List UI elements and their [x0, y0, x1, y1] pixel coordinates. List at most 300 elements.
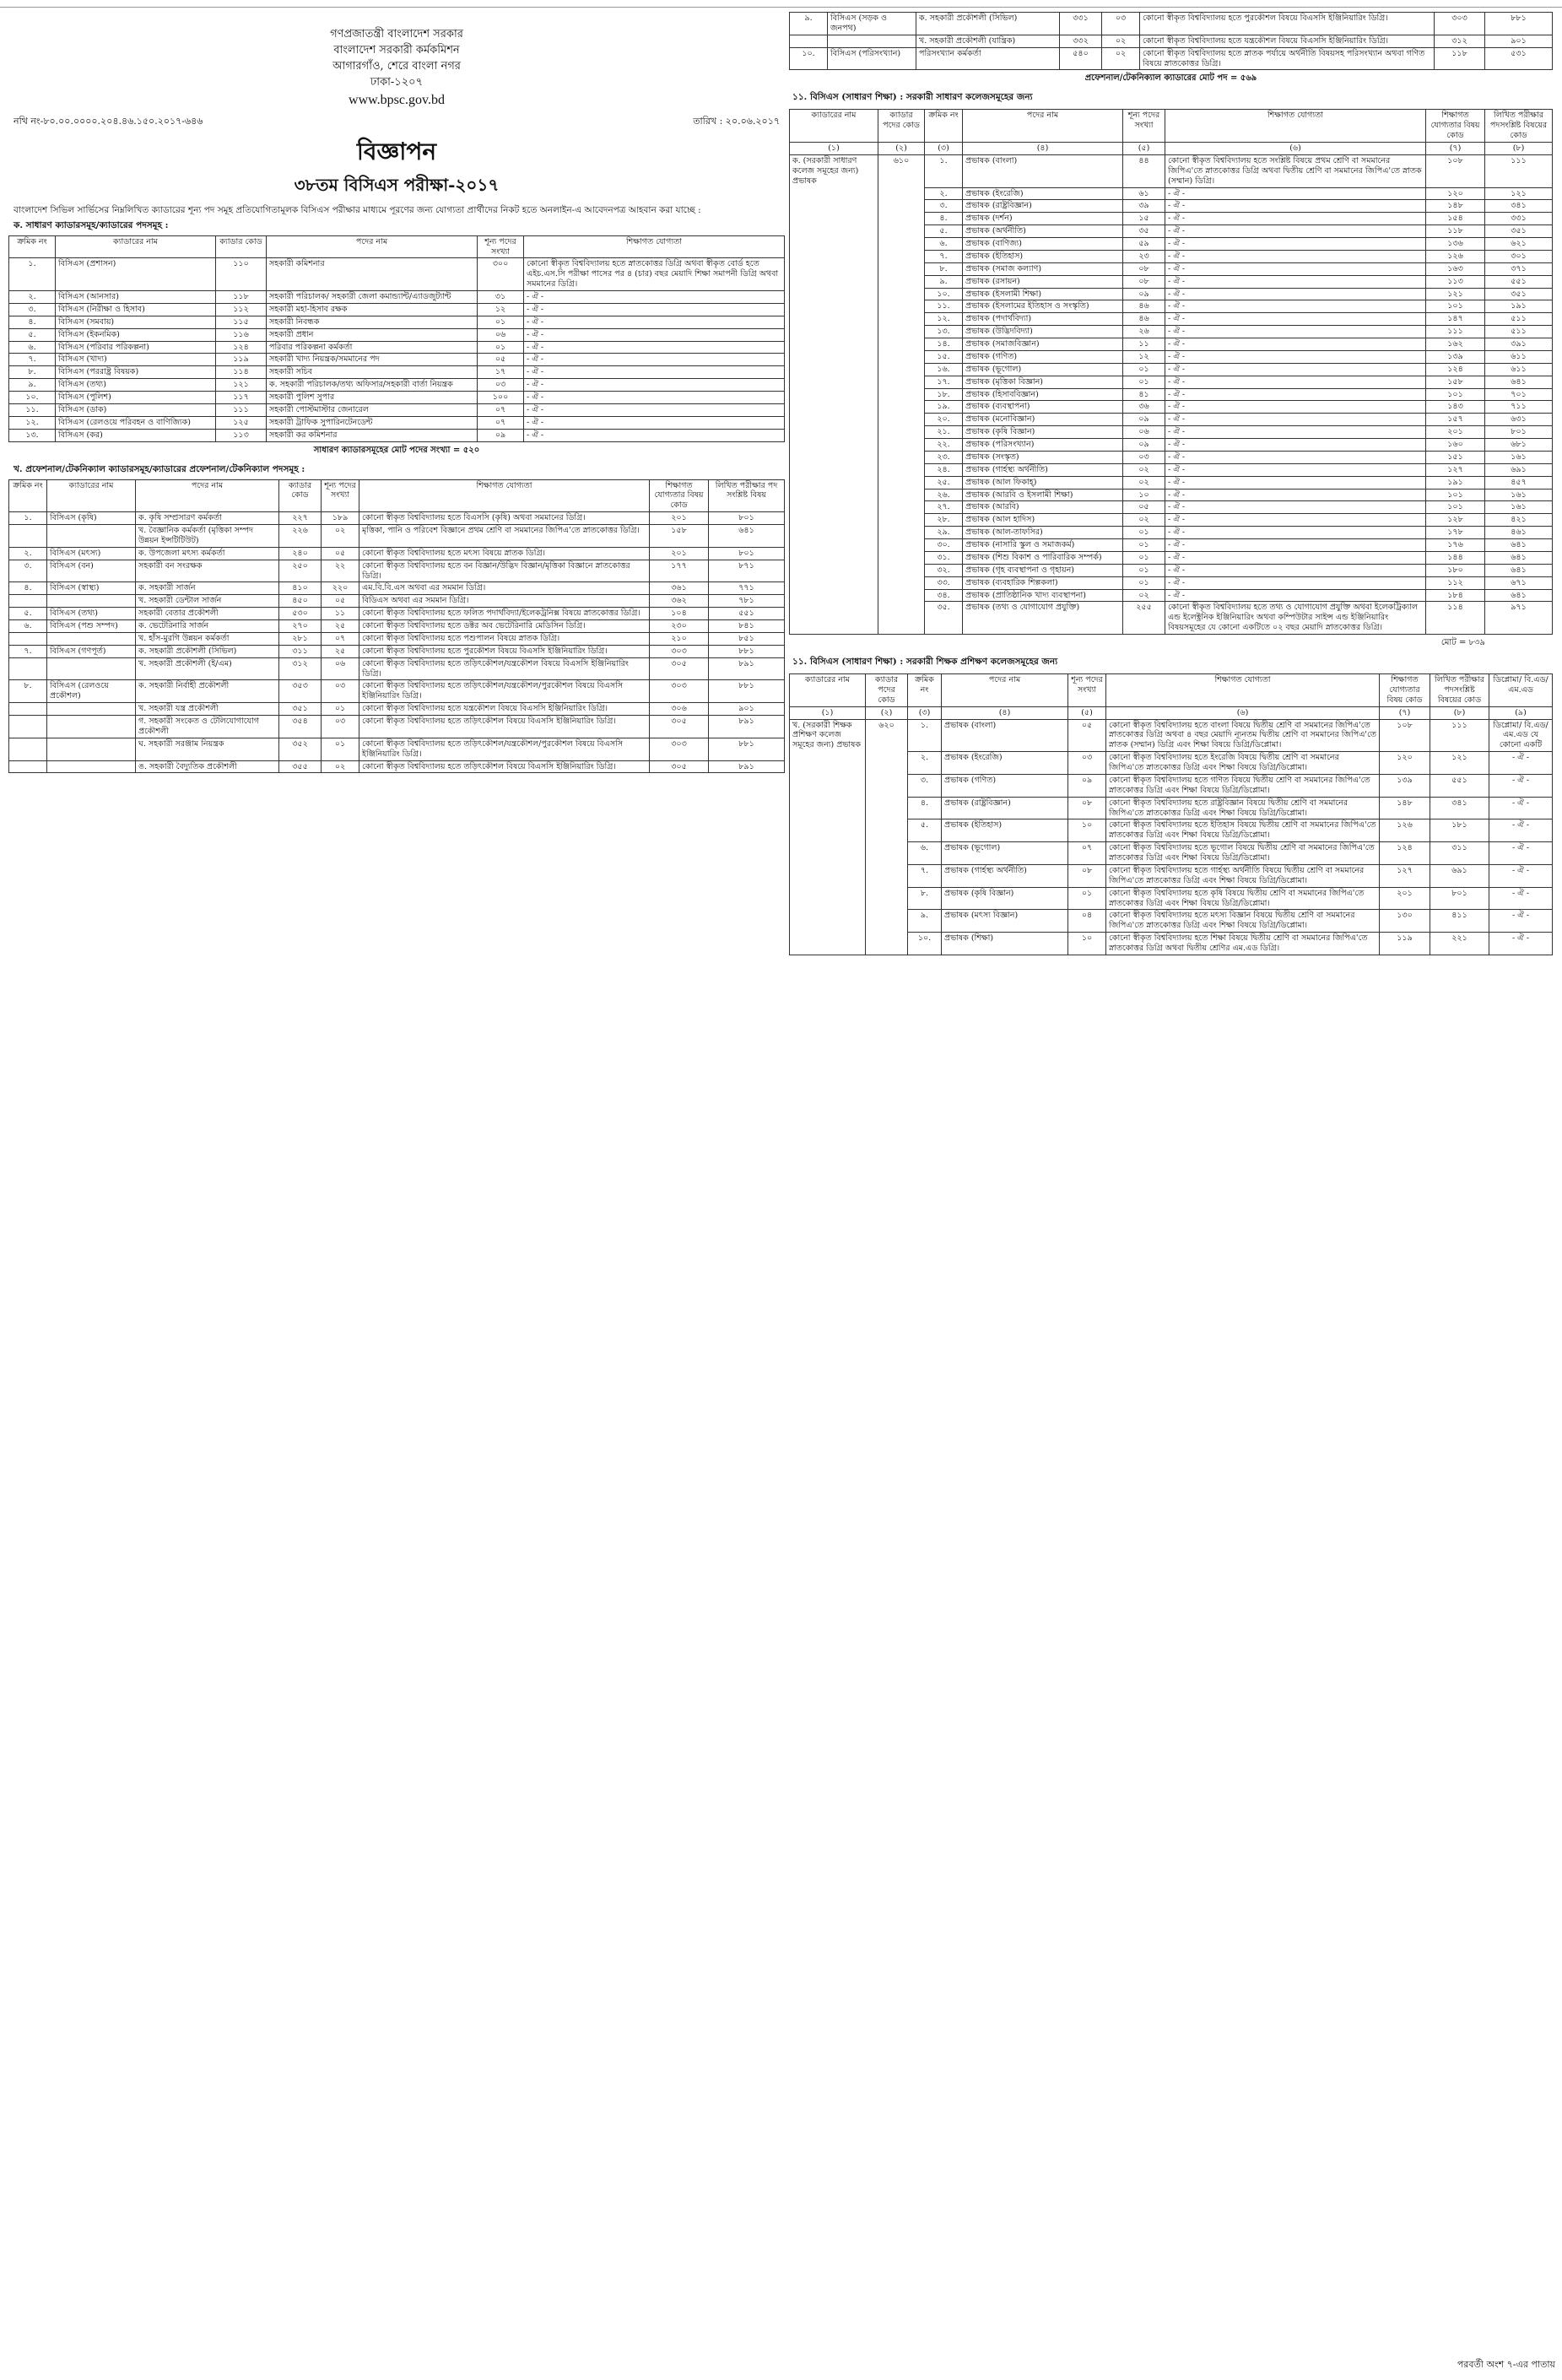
table-cell: ১৩৯	[1380, 774, 1430, 797]
table-cell: ২৫৫	[1123, 602, 1165, 635]
column-header: শিক্ষাগত যোগ্যতার বিষয় কোড	[650, 479, 709, 512]
table-cell: বিসিএস (বন)	[47, 560, 136, 582]
table-cell: - ঐ -	[1165, 551, 1426, 564]
table-cell: ১৪৪	[1426, 551, 1485, 564]
table-cell: ০১	[478, 341, 524, 354]
table-cell: ০৯	[1123, 288, 1165, 300]
table-cell	[9, 716, 47, 738]
column-header: (২)	[878, 143, 925, 155]
table-cell: ৮০১	[709, 512, 785, 525]
table-cell: - ঐ -	[1489, 933, 1553, 955]
table-cell: - ঐ -	[1165, 250, 1426, 262]
table-row	[9, 366, 785, 379]
table-cell: ১৭.	[925, 376, 963, 388]
city-line: ঢাকা-১২০৭	[370, 75, 424, 89]
table-cell: ৩৩১	[1060, 13, 1102, 35]
table-cell: ৮৭১	[709, 560, 785, 582]
table-cell: ০১	[1123, 576, 1165, 589]
table-cell: ৬৩১	[1485, 414, 1553, 426]
table-cell: ০৮	[1068, 864, 1106, 887]
memo-date: তারিখ : ২০.০৬.২০১৭	[693, 115, 780, 127]
table-row	[9, 547, 785, 560]
table-cell: বিসিএস (পররাষ্ট্র বিষয়ক)	[56, 366, 216, 379]
table-cell: ২২.	[925, 439, 963, 452]
table-cell: - ঐ -	[1165, 564, 1426, 576]
table-cell: ১০.	[790, 47, 828, 70]
table-cell: প্রভাষক (ব্যবহারিক শিল্পকলা)	[963, 576, 1123, 589]
table-cell: ৩১১	[279, 645, 322, 657]
table-row	[9, 582, 785, 595]
table-cell: ৩১২	[1435, 35, 1485, 47]
table-cell: বিসিএস (তথ্য)	[47, 608, 136, 620]
column-header: ক্রমিক নং	[9, 479, 47, 512]
table-cell: ১.	[925, 154, 963, 187]
column-header: ক্যাডার পদের কোড	[878, 110, 925, 143]
table-cell: ১৯১	[1426, 476, 1485, 489]
table-cell: ৩৪১	[1430, 797, 1489, 819]
table-cell: এম.বি.বি.এস অথবা এর সমমান ডিগ্রি।	[359, 582, 650, 595]
table-cell	[47, 632, 136, 645]
table-cell: ৩৫২	[279, 738, 322, 760]
table-cell: ২.	[9, 291, 56, 304]
table-cell: প্রভাষক (আরবি)	[963, 501, 1123, 514]
table-cell: সহকারী পোস্টমাস্টার জেনারেল	[267, 403, 478, 416]
table-cell: - ঐ -	[524, 403, 785, 416]
table-cell: ৬৯১	[1485, 463, 1553, 476]
table-cell: ১২৬	[1426, 250, 1485, 262]
table-cell: বিসিএস (মৎস্য)	[47, 547, 136, 560]
table-cell: ০১	[1123, 527, 1165, 539]
column-header: পদের নাম	[963, 110, 1123, 143]
table-cell: ০১	[1123, 564, 1165, 576]
table-cell: বিসিএস (প্রশাসন)	[56, 258, 216, 291]
table-cell: বিসিএস (সমবায়)	[56, 316, 216, 328]
table-cell: প্রভাষক (মৃত্তিকা বিজ্ঞান)	[963, 376, 1123, 388]
table-cell: কোনো স্বীকৃত বিশ্ববিদ্যালয় হতে মৎস্য বিজ্ঞান বিষয়ে দ্বিতীয় শ্রেণি বা সমমানের জিপিএ'তে স্নাতকোত্তর ডিগ্রি এবং শিক্ষা বিষয়ে ডিগ্রি/ডিপ্লোমা।	[1106, 910, 1380, 933]
table-cell: ১২১	[216, 379, 267, 392]
table-cell: - ঐ -	[1165, 313, 1426, 326]
govt-line: গণপ্রজাতন্ত্রী বাংলাদেশ সরকার	[330, 28, 463, 41]
table-cell: ০৪	[1068, 910, 1106, 933]
table-cell: ৯.	[790, 13, 828, 35]
table-cell: - ঐ -	[1165, 238, 1426, 251]
table-cell: ০১	[1123, 376, 1165, 388]
table-cell: ৩০৩	[650, 645, 709, 657]
table-cell: ৫১১	[1485, 313, 1553, 326]
table-cell: ৬৪১	[709, 525, 785, 548]
page-header	[8, 12, 785, 111]
table-cell: ১৭৭	[650, 560, 709, 582]
table-cell: ২৫.	[925, 476, 963, 489]
table-row	[790, 154, 1553, 187]
table-cell: ৩৩.	[925, 576, 963, 589]
table-cell: প্রভাষক (প্রাতিষ্ঠানিক খাদ্য ব্যবস্থাপনা)	[963, 589, 1123, 602]
table-cell: সহকারী নিবন্ধক	[267, 316, 478, 328]
table-cell: ৮৫১	[709, 632, 785, 645]
table-cell: ১৫	[1123, 213, 1165, 225]
table-cell: কোনো স্বীকৃত বিশ্ববিদ্যালয় হতে স্নাতকোত্তর ডিগ্রি অথবা স্বীকৃত বোর্ড হতে এইচ.এস.সি পরীক্ষা পাসের পর ৪ (চার) বছর মেয়াদি শিক্ষা সমাপনী ডিগ্রি অথবা সমমানের ডিগ্রি।	[524, 258, 785, 291]
general-cadre-table	[8, 235, 785, 442]
table-cell: ২২১	[1430, 933, 1489, 955]
table-cell: ৩৫.	[925, 602, 963, 635]
table-cell: ১৩.	[925, 326, 963, 338]
table-cell: প্রভাষক (গার্হস্থ্য অর্থনীতি)	[942, 864, 1068, 887]
table-header-row	[9, 479, 785, 512]
table-cell: - ঐ -	[524, 416, 785, 429]
table-cell: কোনো স্বীকৃত বিশ্ববিদ্যালয় হতে তড়িৎকৌশল বিষয়ে বিএসসি ইঞ্জিনিয়ারিং ডিগ্রি।	[359, 760, 650, 773]
tt-section-heading: ১১. বিসিএস (সাধারণ শিক্ষা) : সরকারী শিক্ষক প্রশিক্ষণ কলেজসমূহের জন্য	[792, 657, 1058, 667]
table-cell: ৩১.	[925, 551, 963, 564]
table-cell: ১৮৪	[1426, 589, 1485, 602]
table-cell: ৮৯১	[709, 760, 785, 773]
column-header: শূন্য পদের সংখ্যা	[1123, 110, 1165, 143]
table-cell: ১১৭	[216, 392, 267, 404]
table-cell: ১৪৭	[1426, 313, 1485, 326]
table-cell: ০১	[1123, 551, 1165, 564]
column-header: শূন্য পদের সংখ্যা	[478, 235, 524, 258]
table-cell: ৩৫১	[279, 703, 322, 716]
table-cell: ক. সহকারী নির্বাহী প্রকৌশলী	[136, 680, 279, 703]
table-cell: ৪.	[9, 316, 56, 328]
table-cell: ১৬৩	[1426, 262, 1485, 275]
table-cell: ১১৪	[216, 366, 267, 379]
cadre-code-cell: ৬২০	[866, 719, 908, 955]
table-cell: ১০	[1068, 933, 1106, 955]
table-cell: - ঐ -	[1165, 589, 1426, 602]
college-total: মোট = ৮৩৯	[1440, 638, 1485, 647]
table-cell: পরিসংখ্যান কর্মকর্তা	[916, 47, 1060, 70]
table-cell: ২৪.	[925, 463, 963, 476]
table-cell: ১৬০	[1426, 439, 1485, 452]
table-cell: বিসিএস (পুলিশ)	[56, 392, 216, 404]
table-cell: কোনো স্বীকৃত বিশ্ববিদ্যালয় হতে কৃষি বিষয়ে দ্বিতীয় শ্রেণি বা সমমানের জিপিএ'তে স্নাতকোত্তর ডিগ্রি এবং শিক্ষা বিষয়ে ডিগ্রি/ডিপ্লোমা।	[1106, 887, 1380, 910]
table-cell: ০৩	[322, 716, 359, 738]
table-cell: সহকারী কর কমিশনার	[267, 429, 478, 441]
professional-cadre-table-continued	[789, 12, 1553, 70]
table-cell: ৭.	[925, 250, 963, 262]
table-cell: ০৭	[322, 632, 359, 645]
table-cell: ৩০৩	[650, 738, 709, 760]
column-header: শিক্ষাগত যোগ্যতার বিষয় কোড	[1426, 110, 1485, 143]
table-cell: ৫৫১	[1485, 275, 1553, 288]
table-cell: ৬৪১	[1485, 564, 1553, 576]
table-cell: ০৯	[1068, 774, 1106, 797]
table-cell: ০৭	[1068, 842, 1106, 865]
column-header: পদের নাম	[267, 235, 478, 258]
table-cell: ৯৭১	[1485, 602, 1553, 635]
table-cell: ১২০	[1426, 187, 1485, 200]
table-cell: ৪৫০	[279, 595, 322, 608]
table-cell: ১১৯	[216, 354, 267, 366]
table-cell: ১১৫	[216, 316, 267, 328]
table-cell: ১৫৮	[1426, 376, 1485, 388]
table-cell: ৩.	[9, 303, 56, 316]
table-cell: ১.	[908, 719, 942, 752]
table-cell: ঙ. সহকারী বৈদ্যুতিক প্রকৌশলী	[136, 760, 279, 773]
table-cell: ০২	[322, 760, 359, 773]
table-row	[9, 760, 785, 773]
table-cell: ৩৫৪	[279, 716, 322, 738]
table-cell: বিসিএস (ডাক)	[56, 403, 216, 416]
table-row	[9, 258, 785, 291]
table-cell: ৬৪১	[1485, 539, 1553, 552]
table-cell: ১১৮	[1435, 47, 1485, 70]
table-cell: ৬৯১	[1430, 864, 1489, 887]
table-row	[9, 608, 785, 620]
table-cell: - ঐ -	[1165, 539, 1426, 552]
website-link[interactable]: www.bpsc.gov.bd	[349, 93, 445, 108]
general-total: সাধারণ ক্যাডারসমূহের মোট পদের সংখ্যা = ৫২০	[313, 445, 480, 455]
table-cell: ৩৪১	[1485, 200, 1553, 213]
table-cell: - ঐ -	[524, 366, 785, 379]
table-cell: ১৯১	[1485, 300, 1553, 313]
table-cell: ১৪.	[925, 338, 963, 351]
table-row	[790, 13, 1553, 35]
continued-note: পরবর্তী অংশ ৭-এর পাতায়	[1457, 2359, 1555, 2370]
right-column	[789, 12, 1553, 955]
table-cell: ১৩৬	[1426, 238, 1485, 251]
table-cell: ৩.	[925, 200, 963, 213]
table-cell: ২৩০	[650, 620, 709, 633]
table-cell: - ঐ -	[524, 316, 785, 328]
table-row	[9, 303, 785, 316]
table-cell: - ঐ -	[1165, 350, 1426, 363]
table-cell: ৩৯১	[1485, 338, 1553, 351]
table-cell: ৯০১	[1485, 35, 1553, 47]
table-cell: ২২৬	[279, 525, 322, 548]
table-cell: খ. বৈজ্ঞানিক কর্মকর্তা (মৃত্তিকা সম্পদ উন্নয়ন ইন্সটিটিউট)	[136, 525, 279, 548]
column-header: শিক্ষাগত যোগ্যতা	[1106, 674, 1380, 707]
table-cell: ৮০১	[709, 547, 785, 560]
table-cell: ২৮১	[279, 632, 322, 645]
column-header: (৬)	[1106, 706, 1380, 719]
table-cell: ৮৯১	[709, 657, 785, 680]
table-cell: প্রভাষক (মৎস্য বিজ্ঞান)	[942, 910, 1068, 933]
table-cell: ৩০৫	[650, 716, 709, 738]
table-row	[9, 291, 785, 304]
table-cell: ২৩.	[925, 451, 963, 463]
table-cell: - ঐ -	[1165, 225, 1426, 238]
table-cell: ৫৫১	[709, 608, 785, 620]
table-cell: গ. সহকারী সংকেত ও টেলিযোগাযোগ প্রকৌশলী	[136, 716, 279, 738]
table-cell: - ঐ -	[1489, 797, 1553, 819]
table-row	[9, 403, 785, 416]
table-cell: ১৭	[478, 366, 524, 379]
table-cell: ৫১১	[1485, 326, 1553, 338]
table-cell: কোনো স্বীকৃত বিশ্ববিদ্যালয় হতে যন্ত্রকৌশল বিষয়ে বিএসসি ইঞ্জিনিয়ারিং ডিগ্রি।	[1140, 35, 1435, 47]
table-cell: - ঐ -	[524, 341, 785, 354]
table-cell: ০৮	[1123, 262, 1165, 275]
table-cell: - ঐ -	[1489, 774, 1553, 797]
table-cell: প্রভাষক (ইংরেজি)	[963, 187, 1123, 200]
table-cell: - ঐ -	[524, 379, 785, 392]
table-cell: ১০০	[478, 392, 524, 404]
table-cell: - ঐ -	[1165, 501, 1426, 514]
table-cell: ১২.	[9, 416, 56, 429]
professional-cadre-table	[8, 479, 785, 774]
table-cell: ০১	[322, 738, 359, 760]
table-cell: ১২৮	[1426, 514, 1485, 527]
table-cell: ০২	[1123, 476, 1165, 489]
table-cell: বিসিএস (পরিবার পরিকল্পনা)	[56, 341, 216, 354]
table-cell: ২১০	[650, 632, 709, 645]
table-cell: ১২	[1123, 350, 1165, 363]
table-cell: খ. হাঁস-মুরগি উন্নয়ন কর্মকর্তা	[136, 632, 279, 645]
table-cell: ৪৫৭	[1485, 476, 1553, 489]
table-row	[9, 429, 785, 441]
table-cell: কোনো স্বীকৃত বিশ্ববিদ্যালয় হতে তড়িৎকৌশল/যন্ত্রকৌশল/পুরকৌশল বিষয়ে বিএসসি ইঞ্জিনিয়ারিং ডিগ্রি।	[359, 680, 650, 703]
table-cell: ৮.	[908, 887, 942, 910]
table-cell: ৮.	[925, 262, 963, 275]
table-cell: ৩৭১	[1485, 262, 1553, 275]
table-cell: ২১.	[925, 426, 963, 439]
table-row	[9, 738, 785, 760]
table-cell: প্রভাষক (অর্থনীতি)	[963, 225, 1123, 238]
table-cell: ০৮	[1068, 797, 1106, 819]
intro-text: বাংলাদেশ সিভিল সার্ভিসের নিম্নলিখিত ক্যাডারের শূন্য পদ সমূহ প্রতিযোগিতামূলক বিসিএস পরীক্ষার মাধ্যমে পূরণের জন্য যোগ্যতা প্রার্থীদের নিকট হতে অনলাইন-এ আবেদনপত্র আহবান করা যাচ্ছে :	[14, 204, 701, 215]
column-header: (৫)	[1123, 143, 1165, 155]
table-cell: প্রভাষক (রাষ্ট্রবিজ্ঞান)	[963, 200, 1123, 213]
table-cell: সহকারী পুলিশ সুপার	[267, 392, 478, 404]
table-cell: - ঐ -	[1165, 401, 1426, 414]
table-cell: ০২	[1123, 514, 1165, 527]
table-cell: ১৪৮	[1380, 797, 1430, 819]
table-cell: ১৮১	[1430, 819, 1489, 842]
table-cell: ১৩০	[1380, 910, 1430, 933]
table-cell: কোনো স্বীকৃত বিশ্ববিদ্যালয় হতে তড়িৎকৌশল/যন্ত্রকৌশল বিষয়ে বিএসসি ইঞ্জিনিয়ারিং ডিগ্রি।	[359, 657, 650, 680]
table-cell: ১০৪	[650, 608, 709, 620]
table-cell: - ঐ -	[1165, 476, 1426, 489]
table-cell: ২৬.	[925, 489, 963, 501]
table-cell: - ঐ -	[1165, 300, 1426, 313]
cadre-code-cell: ৬১০	[878, 154, 925, 634]
ad-title: বিজ্ঞাপন	[356, 137, 437, 165]
table-cell: ৩০৫	[650, 657, 709, 680]
table-cell: ১২৪	[216, 341, 267, 354]
table-cell: ১২৪	[1426, 363, 1485, 376]
table-cell: ০১	[322, 703, 359, 716]
table-cell	[9, 657, 47, 680]
table-cell: ০৬	[478, 328, 524, 341]
table-cell: ১২.	[925, 313, 963, 326]
table-cell: ৩৫১	[1485, 288, 1553, 300]
table-cell: ০৩	[1123, 451, 1165, 463]
table-cell: ১১	[1123, 338, 1165, 351]
table-cell: ১৭৬	[1426, 539, 1485, 552]
tt-college-table	[789, 673, 1553, 955]
table-cell: ৩৩১	[1485, 213, 1553, 225]
table-cell: - ঐ -	[524, 429, 785, 441]
table-cell: ৮.	[9, 366, 56, 379]
table-cell: ৮৪১	[709, 620, 785, 633]
table-cell: - ঐ -	[1165, 275, 1426, 288]
table-cell: ৭০১	[1485, 388, 1553, 401]
table-row	[9, 703, 785, 716]
table-cell: ৩০৩	[1435, 13, 1485, 35]
table-cell: ২৭০	[279, 620, 322, 633]
table-cell: কোনো স্বীকৃত বিশ্ববিদ্যালয় হতে গার্হস্থ্য অর্থনীতি বিষয়ে দ্বিতীয় শ্রেণি বা সমমানের জিপিএ'তে স্নাতকোত্তর ডিগ্রি এবং শিক্ষা বিষয়ে ডিগ্রি/ডিপ্লোমা।	[1106, 864, 1380, 887]
professional-section-heading: খ. প্রফেশনাল/টেকনিক্যাল ক্যাডারসমূহ/ক্যাডারের প্রফেশনাল/টেকনিক্যাল পদসমূহ :	[14, 463, 305, 474]
table-cell: প্রভাষক (বাংলা)	[963, 154, 1123, 187]
ref-line	[14, 114, 780, 130]
column-header: ক্যাডারের নাম	[56, 235, 216, 258]
table-cell	[9, 703, 47, 716]
table-cell: ৫৪০	[1060, 47, 1102, 70]
table-cell: প্রভাষক (দর্শন)	[963, 213, 1123, 225]
table-cell: ৩.	[908, 774, 942, 797]
column-header: ক্যাডার কোড	[279, 479, 322, 512]
table-cell: ৫৫১	[1430, 774, 1489, 797]
table-cell	[9, 760, 47, 773]
table-cell: ৪৬১	[1485, 527, 1553, 539]
table-cell	[790, 35, 828, 47]
table-cell: ৮৮১	[709, 738, 785, 760]
table-cell: ১৮০	[1426, 564, 1485, 576]
table-cell: ০৩	[322, 680, 359, 703]
table-cell: ৩৪.	[925, 589, 963, 602]
table-cell: ১১.	[925, 300, 963, 313]
table-cell: ১১২	[1426, 576, 1485, 589]
column-header: (৩)	[908, 706, 942, 719]
table-cell: ০১	[1123, 363, 1165, 376]
table-cell: কোনো স্বীকৃত বিশ্ববিদ্যালয় হতে মৎস্য বিষয়ে স্নাতক ডিগ্রি।	[359, 547, 650, 560]
table-cell: বিসিএস (তথ্য)	[56, 379, 216, 392]
table-cell: ১০৮	[1380, 719, 1430, 752]
table-cell	[9, 595, 47, 608]
table-cell: - ঐ -	[524, 303, 785, 316]
table-cell: ৬৮১	[1485, 439, 1553, 452]
column-header: ক্রমিক নং	[908, 674, 942, 707]
table-cell: ৩৫৫	[279, 760, 322, 773]
table-cell: ৪২১	[1485, 514, 1553, 527]
table-cell: ২৭.	[925, 501, 963, 514]
table-cell: ৪১	[1123, 388, 1165, 401]
table-cell: ৬.	[9, 620, 47, 633]
table-cell: ৬১	[1123, 187, 1165, 200]
college-section-heading: ১১. বিসিএস (সাধারণ শিক্ষা) : সরকারী সাধারণ কলেজসমূহের জন্য	[792, 92, 1033, 103]
table-cell: - ঐ -	[1165, 414, 1426, 426]
table-cell: ১১৩	[216, 429, 267, 441]
column-header: ক্যাডারের নাম	[47, 479, 136, 512]
table-cell: ০২	[1123, 463, 1165, 476]
table-cell: প্রভাষক (রসায়ন)	[963, 275, 1123, 288]
table-cell: প্রভাষক (শিশু বিকাশ ও পারিবারিক সম্পর্ক)	[963, 551, 1123, 564]
table-cell: - ঐ -	[1489, 910, 1553, 933]
table-cell: ৫৩১	[1485, 47, 1553, 70]
column-header: শিক্ষাগত যোগ্যতা	[1165, 110, 1426, 143]
table-cell: প্রভাষক (গার্হস্থ্য অর্থনীতি)	[963, 463, 1123, 476]
table-cell: ১২১	[1430, 752, 1489, 775]
table-cell: ২৯.	[925, 527, 963, 539]
table-cell: ২০১	[650, 512, 709, 525]
table-cell: - ঐ -	[1489, 842, 1553, 865]
table-row	[9, 632, 785, 645]
table-cell: - ঐ -	[1165, 376, 1426, 388]
table-cell: প্রভাষক (সংস্কৃত)	[963, 451, 1123, 463]
table-cell: ৪৬	[1123, 313, 1165, 326]
table-cell: ১১২	[216, 303, 267, 316]
table-cell: - ঐ -	[1165, 388, 1426, 401]
table-cell: ২২৭	[279, 512, 322, 525]
table-cell: ৩৯	[1123, 200, 1165, 213]
table-cell: ৩০৩	[650, 680, 709, 703]
table-cell: - ঐ -	[1165, 200, 1426, 213]
column-header: ডিপ্লোমা/ বি.এড/ এম.এড	[1489, 674, 1553, 707]
table-cell: প্রভাষক (শিক্ষা)	[942, 933, 1068, 955]
table-cell: প্রভাষক (সমাজবিজ্ঞান)	[963, 338, 1123, 351]
table-cell: ৯.	[9, 379, 56, 392]
table-cell: সহকারী ট্রাফিক সুপারিনটেনডেন্ট	[267, 416, 478, 429]
